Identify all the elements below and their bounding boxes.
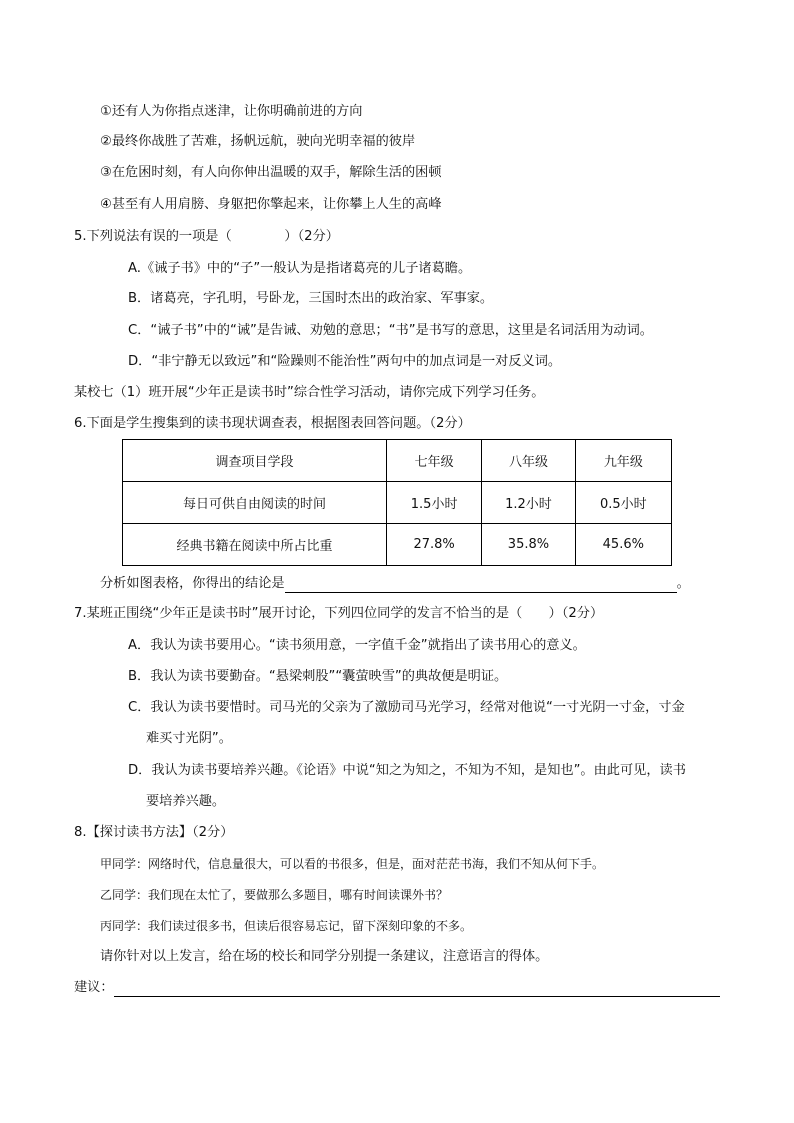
table-cell: 0.5小时: [575, 482, 671, 524]
q7-option-d-cont: 要培养兴趣。: [146, 794, 226, 809]
table-row: [123, 482, 672, 524]
q7-option-c: C．我认为读书要惜时。司马光的父亲为了激励司马光学习，经常对他说“一寸光阴一寸金，寸金: [128, 700, 685, 715]
q8-quote-jia: 甲同学：网络时代，信息量很大，可以看的书很多，但是，面对茫茫书海，我们不知从何下手。: [100, 857, 605, 871]
table-cell: 每日可供自由阅读的时间: [123, 482, 387, 524]
activity-intro: 某校七（1）班开展“少年正是读书时”综合性学习活动，请你完成下列学习任务。: [74, 385, 545, 400]
sentence-1: ①还有人为你指点迷津，让你明确前进的方向: [100, 104, 363, 119]
q7-option-b: B．我认为读书要勤奋。“悬梁刺股”“囊萤映雪”的典故便是明证。: [128, 669, 508, 684]
q6-answer-line: [100, 575, 690, 593]
q6-answer-blank[interactable]: [285, 578, 677, 593]
table-cell: 35.8%: [482, 524, 575, 566]
q8-instruction: 请你针对以上发言，给在场的校长和同学分别提一条建议，注意语言的得体。: [100, 949, 549, 964]
table-cell: 45.6%: [575, 524, 671, 566]
q8-quote-yi: 乙同学：我们现在太忙了，要做那么多题目，哪有时间读课外书？: [100, 888, 449, 902]
sentence-2: ②最终你战胜了苦难，扬帆远航，驶向光明幸福的彼岸: [100, 134, 416, 149]
q6-stem: 6.下面是学生搜集到的读书现状调查表，根据图表回答问题。（2分）: [74, 416, 471, 431]
table-header-row: [123, 440, 672, 482]
table-cell: 1.2小时: [482, 482, 575, 524]
table-header-cell: 八年级: [482, 440, 575, 482]
q5-option-c: C．“诫子书”中的“诫”是告诫、劝勉的意思；“书”是书写的意思，这里是名词活用为动词。: [128, 323, 653, 338]
q8-answer-blank[interactable]: [114, 982, 720, 997]
table-header-cell: 七年级: [386, 440, 481, 482]
q7-option-c-cont: 难买寸光阴”。: [146, 731, 232, 746]
table-cell: 27.8%: [386, 524, 481, 566]
sentence-4: ④甚至有人用肩膀、身躯把你擎起来，让你攀上人生的高峰: [100, 197, 442, 212]
q8-answer-label: 建议：: [74, 980, 114, 995]
table-header-cell: 调查项目学段: [123, 440, 387, 482]
q7-stem: 7.某班正围绕“少年正是读书时”展开讨论，下列四位同学的发言不恰当的是（ ）（2分）: [74, 606, 604, 621]
q5-option-d: D．“非宁静无以致远”和“险躁则不能治性”两句中的加点词是一对反义词。: [128, 354, 562, 369]
table-cell: 1.5小时: [386, 482, 481, 524]
table-row: [123, 524, 672, 566]
survey-table: [122, 439, 672, 566]
q6-prompt: 分析如图表格，你得出的结论是: [100, 576, 285, 591]
q7-option-d: D．我认为读书要培养兴趣。《论语》中说“知之为知之，不知为不知，是知也”。由此可见，读书: [128, 763, 686, 778]
q8-answer-line: [74, 979, 720, 997]
q5-option-b: B．诸葛亮，字孔明，号卧龙，三国时杰出的政治家、军事家。: [128, 291, 494, 306]
table-cell: 经典书籍在阅读中所占比重: [123, 524, 387, 566]
q5-stem: 5.下列说法有误的一项是（ ）（2分）: [74, 229, 339, 244]
q8-stem: 8.【探讨读书方法】（2分）: [74, 825, 234, 840]
sentence-3: ③在危困时刻，有人向你伸出温暖的双手，解除生活的困顿: [100, 165, 442, 180]
q7-option-a: A．我认为读书要用心。“读书须用意，一字值千金”就指出了读书用心的意义。: [128, 638, 586, 653]
q8-quote-bing: 丙同学：我们读过很多书，但读后很容易忘记，留下深刻印象的不多。: [100, 919, 473, 933]
table-header-cell: 九年级: [575, 440, 671, 482]
q6-end: 。: [676, 576, 690, 591]
q5-option-a: A.《诫子书》中的“子”一般认为是指诸葛亮的儿子诸葛瞻。: [128, 261, 472, 276]
